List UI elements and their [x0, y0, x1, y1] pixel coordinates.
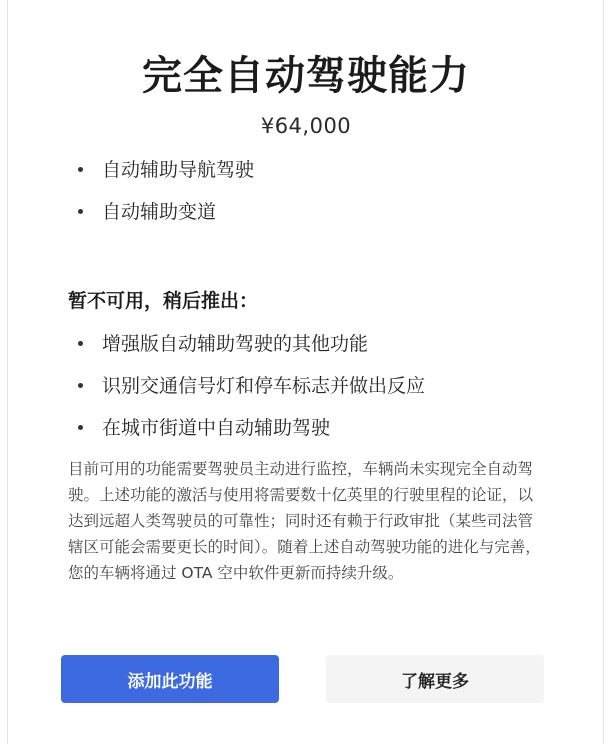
- list-item: [0, 329, 612, 359]
- feature-label: 自动辅助变道: [102, 201, 217, 223]
- list-item: [0, 413, 612, 443]
- bullet-icon: [78, 167, 83, 172]
- list-item: [0, 197, 612, 227]
- bullet-icon: [78, 341, 83, 346]
- bullet-icon: [78, 209, 83, 214]
- disclaimer-text: 目前可用的功能需要驾驶员主动进行监控，车辆尚未实现完全自动驾驶。上述功能的激活与使用将需要数十亿英里的行驶里程的论证，以达到远超人类驾驶员的可靠性；同时还有赖于行政审批（某些司法管辖区可能会需要更长的时间）。随着上述自动驾驶功能的进化与完善，您的车辆将通过 OTA 空中软件更新而持续升级。: [68, 460, 541, 582]
- add-feature-button[interactable]: 添加此功能: [61, 655, 279, 703]
- learn-more-button[interactable]: 了解更多: [326, 655, 544, 703]
- feature-label: 在城市街道中自动辅助驾驶: [102, 417, 331, 439]
- price-label: ¥64,000: [260, 114, 352, 138]
- list-item: [0, 155, 612, 185]
- page-title: 完全自动驾驶能力: [142, 53, 470, 99]
- feature-label: 自动辅助导航驾驶: [102, 159, 255, 181]
- feature-label: 识别交通信号灯和停车标志并做出反应: [102, 375, 426, 397]
- list-item: [0, 371, 612, 401]
- bullet-icon: [78, 383, 83, 388]
- bullet-icon: [78, 425, 83, 430]
- feature-label: 增强版自动辅助驾驶的其他功能: [102, 333, 369, 355]
- coming-later-heading: 暂不可用，稍后推出：: [68, 290, 259, 312]
